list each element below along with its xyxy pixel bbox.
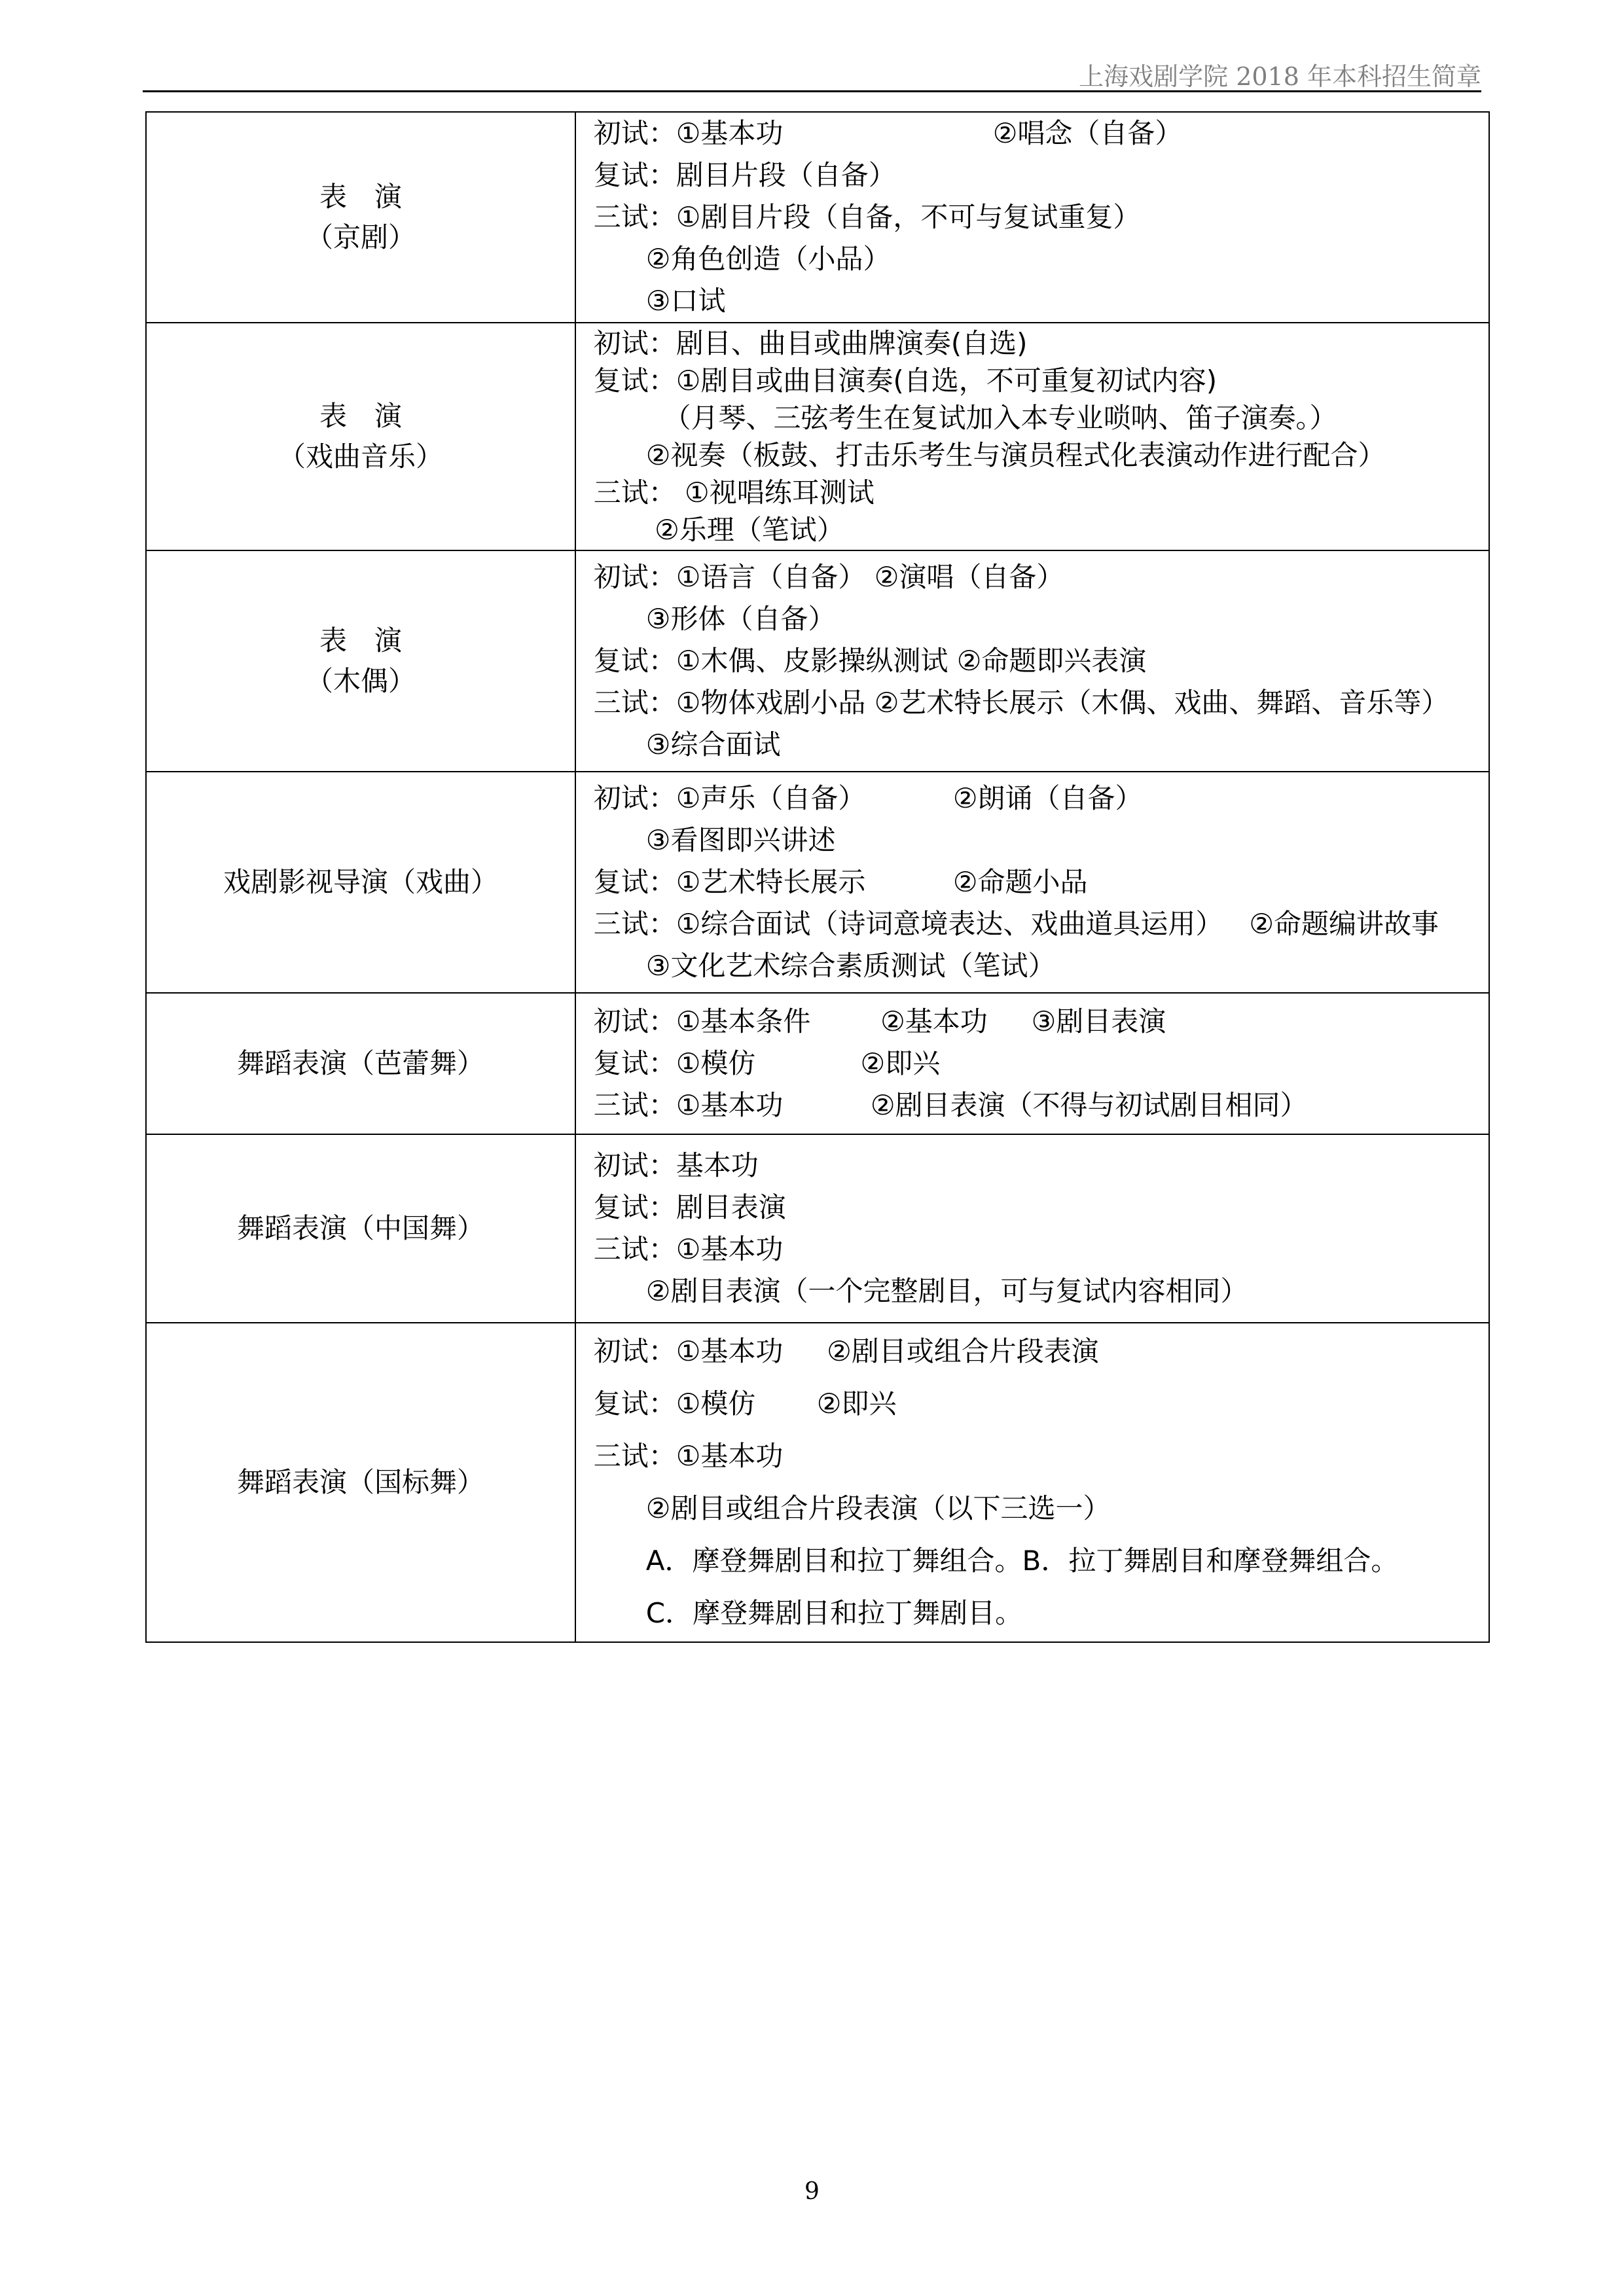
major-cell [146, 772, 575, 993]
details-cell [575, 112, 1489, 323]
exam-line: （月琴、三弦考生在复试加入本专业唢呐、笛子演奏。） [576, 402, 1337, 434]
exam-line: 初试：剧目、曲目或曲牌演奏(自选) [576, 327, 1028, 359]
exam-line: ③看图即兴讲述 [576, 824, 836, 856]
exam-line: 三试：①基本功 [576, 1440, 784, 1472]
table-row [146, 112, 1489, 323]
major-name: 舞蹈表演（国标舞） [236, 1466, 484, 1498]
exam-line: ②视奏（板鼓、打击乐考生与演员程式化表演动作进行配合） [576, 439, 1386, 471]
page-number: 9 [804, 2178, 820, 2205]
exam-line: 三试：①物体戏剧小品 ②艺术特长展示（木偶、戏曲、舞蹈、音乐等） [576, 687, 1449, 719]
exam-line: 复试：①艺术特长展示 ②命题小品 [576, 866, 1088, 898]
details-cell [575, 1134, 1489, 1323]
exam-line: 初试：①声乐（自备） ②朗诵（自备） [576, 782, 1143, 814]
major-subname: （京剧） [305, 221, 416, 253]
exam-line: A．摩登舞剧目和拉丁舞组合。B．拉丁舞剧目和摩登舞组合。 [576, 1545, 1399, 1577]
major-subname: （戏曲音乐） [278, 440, 443, 473]
table-row [146, 323, 1489, 550]
exam-line: ③口试 [576, 285, 726, 317]
major-cell [146, 323, 575, 550]
exam-line: 三试： ①视唱练耳测试 [576, 476, 875, 509]
major-name: 表 演 [319, 624, 402, 656]
table-row [146, 1134, 1489, 1323]
exam-subjects-table [145, 111, 1490, 1643]
major-subname: （木偶） [305, 665, 416, 697]
major-name: 表 演 [319, 400, 402, 432]
details-cell [575, 772, 1489, 993]
major-cell [146, 550, 575, 772]
exam-line: ②角色创造（小品） [576, 243, 891, 275]
details-cell [575, 993, 1489, 1134]
exam-line: 三试：①基本功 ②剧目表演（不得与初试剧目相同） [576, 1089, 1308, 1121]
major-cell [146, 1134, 575, 1323]
major-name: 表 演 [319, 181, 402, 213]
details-cell [575, 323, 1489, 550]
details-cell [575, 1323, 1489, 1642]
exam-line: C．摩登舞剧目和拉丁舞剧目。 [576, 1597, 1023, 1629]
exam-line: ②剧目表演（一个完整剧目，可与复试内容相同） [576, 1275, 1248, 1307]
major-cell [146, 993, 575, 1134]
header-title: 上海戏剧学院 2018 年本科招生简章 [1079, 62, 1481, 91]
exam-line: 初试：①语言（自备） ②演唱（自备） [576, 561, 1064, 593]
details-cell [575, 550, 1489, 772]
exam-line: 初试：基本功 [576, 1149, 759, 1181]
exam-line: 复试：剧目表演 [576, 1191, 786, 1223]
exam-line: 复试：①木偶、皮影操纵测试 ②命题即兴表演 [576, 645, 1147, 677]
exam-line: 三试：①基本功 [576, 1233, 784, 1265]
major-name: 戏剧影视导演（戏曲） [223, 866, 498, 898]
major-name: 舞蹈表演（中国舞） [236, 1212, 484, 1244]
exam-line: ③综合面试 [576, 728, 781, 761]
exam-line: ③文化艺术综合素质测试（笔试） [576, 950, 1056, 982]
major-name: 舞蹈表演（芭蕾舞） [236, 1047, 484, 1079]
major-cell [146, 1323, 575, 1642]
exam-line: 复试：①模仿 ②即兴 [576, 1388, 897, 1420]
exam-line: 复试：①模仿 ②即兴 [576, 1047, 941, 1079]
exam-line: 三试：①综合面试（诗词意境表达、戏曲道具运用） ②命题编讲故事 [576, 908, 1439, 940]
exam-line: 复试：①剧目或曲目演奏(自选，不可重复初试内容) [576, 365, 1218, 397]
exam-line: 初试：①基本条件 ②基本功 ③剧目表演 [576, 1005, 1166, 1037]
header-rule [143, 90, 1481, 92]
exam-line: 三试：①剧目片段（自备，不可与复试重复） [576, 201, 1141, 233]
table-row [146, 993, 1489, 1134]
major-cell [146, 112, 575, 323]
exam-line: 初试：①基本功 ②唱念（自备） [576, 117, 1183, 149]
exam-line: ②乐理（笔试） [576, 514, 844, 546]
table-row [146, 772, 1489, 993]
table-row [146, 550, 1489, 772]
exam-line: ②剧目或组合片段表演（以下三选一） [576, 1492, 1111, 1524]
exam-line: 初试：①基本功 ②剧目或组合片段表演 [576, 1335, 1099, 1367]
exam-line: 复试：剧目片段（自备） [576, 159, 896, 191]
table-row [146, 1323, 1489, 1642]
exam-line: ③形体（自备） [576, 603, 836, 635]
